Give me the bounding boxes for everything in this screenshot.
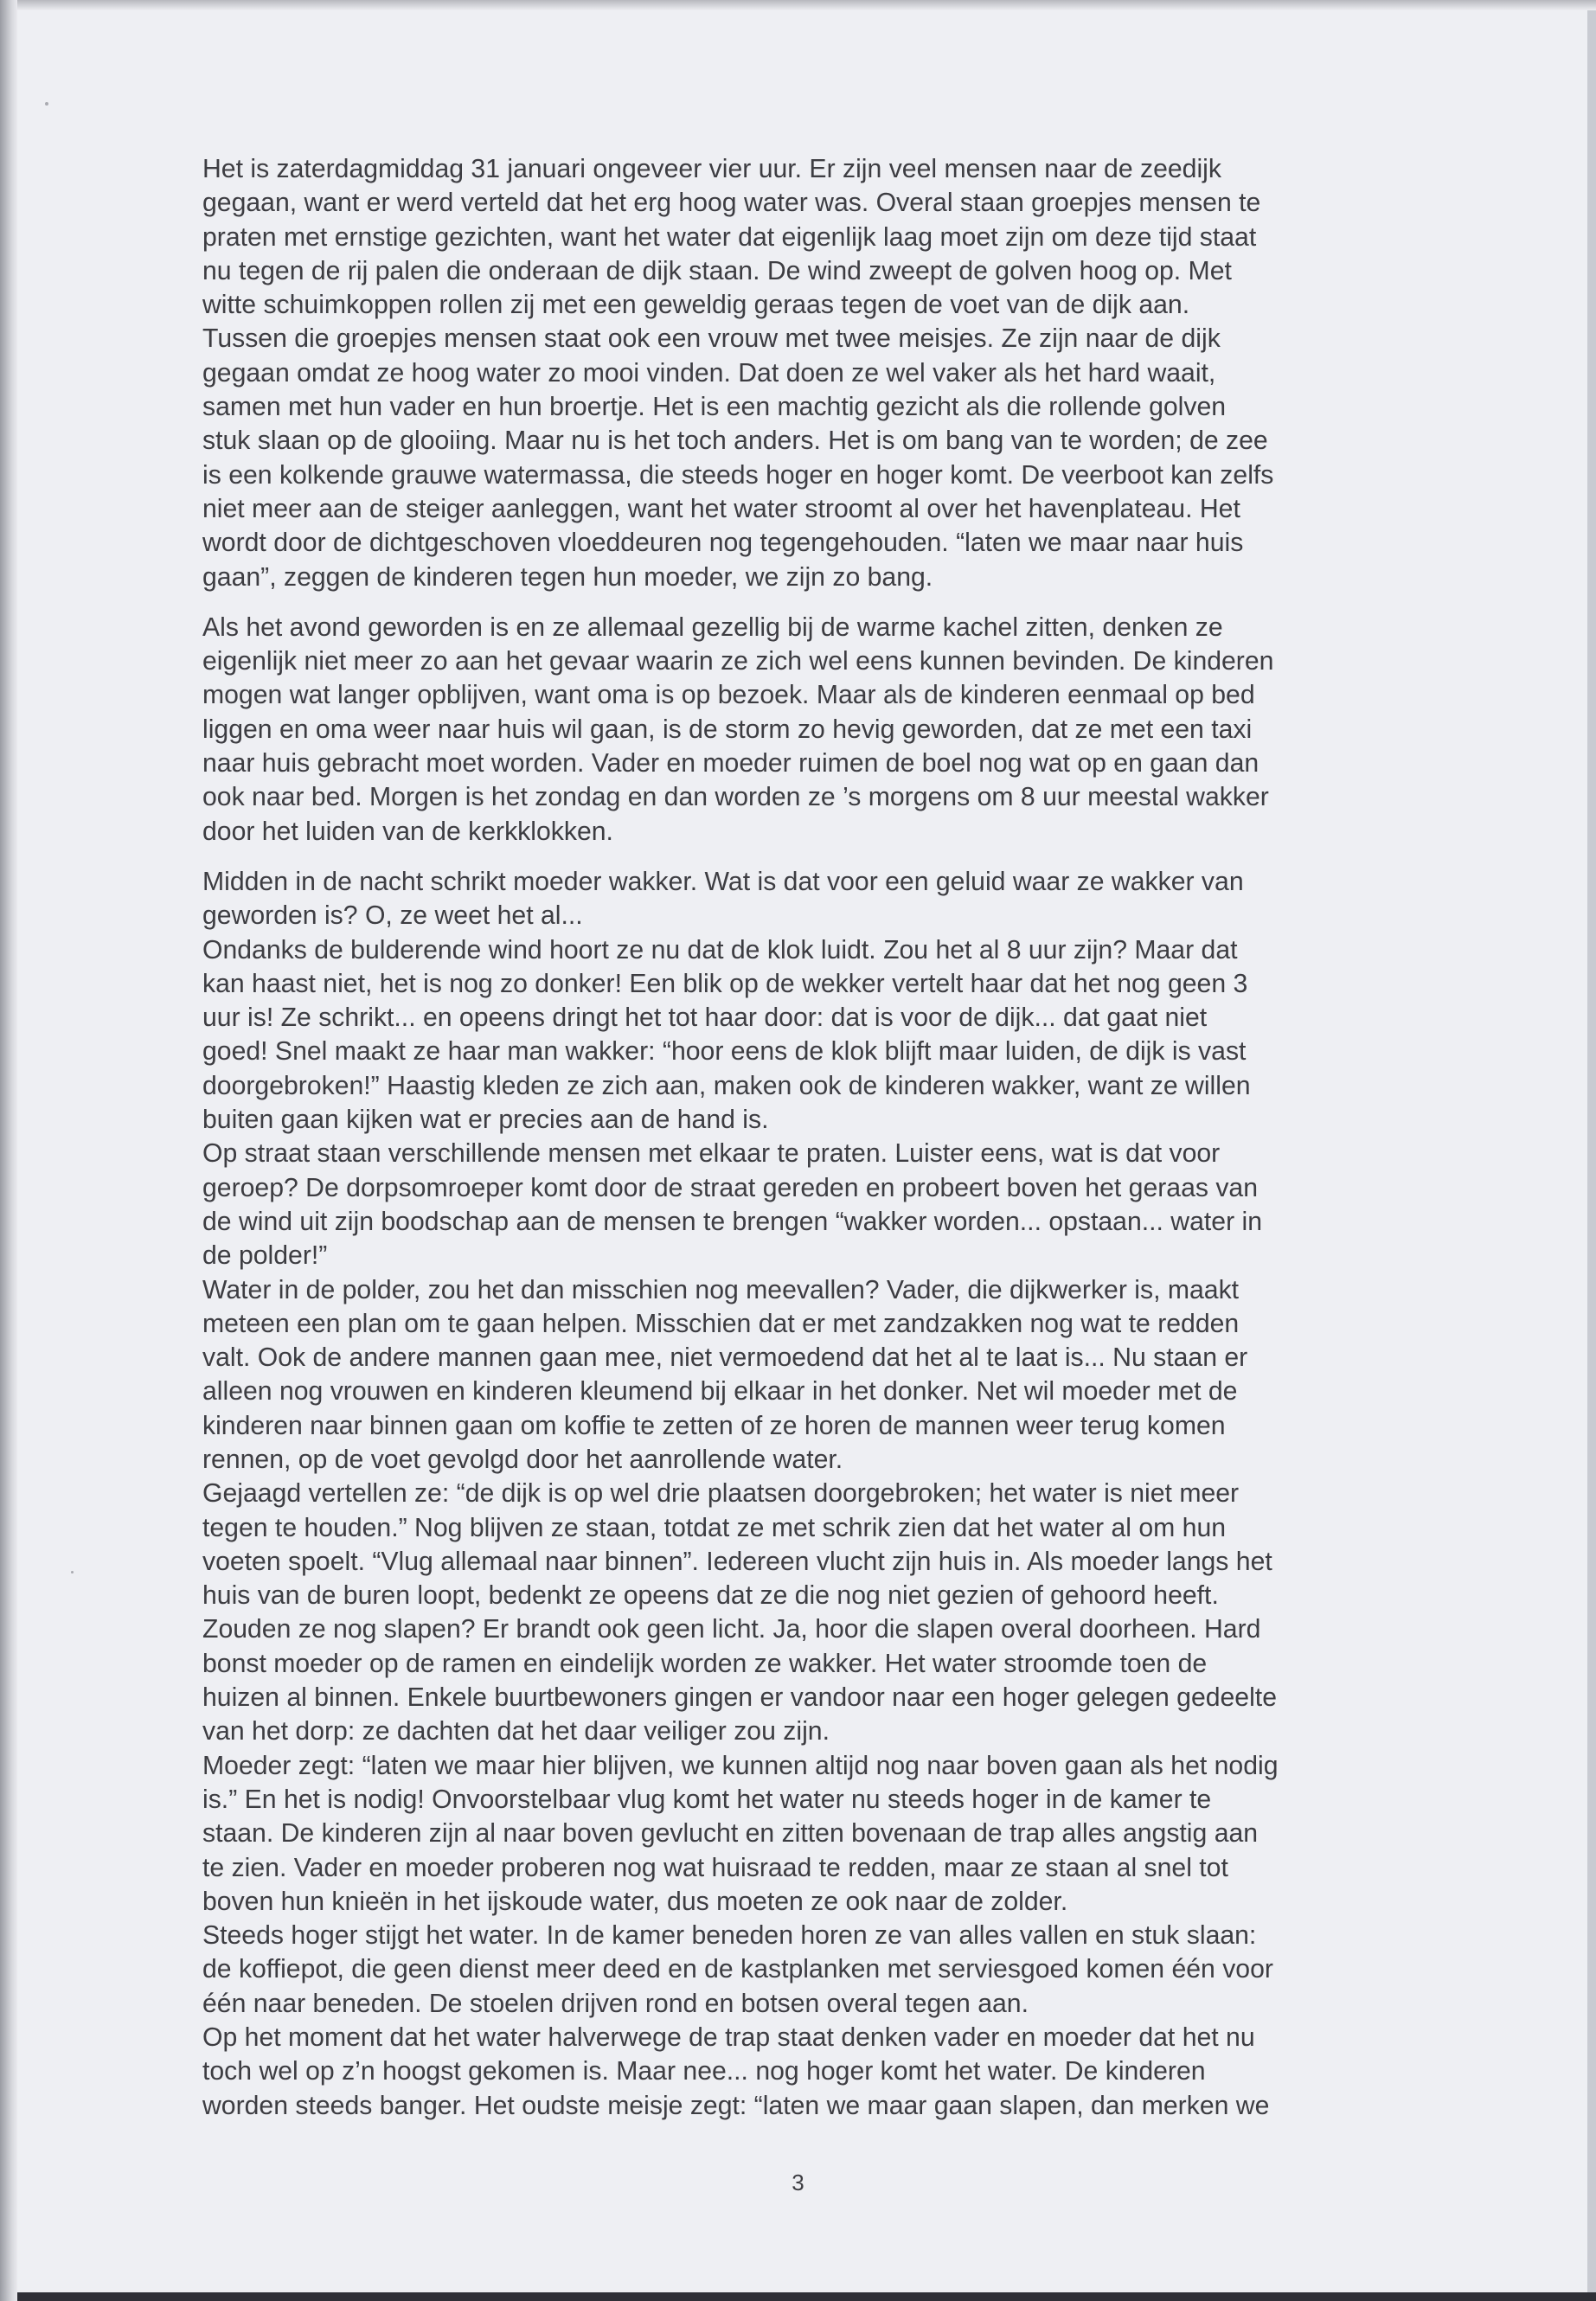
text-line: één naar beneden. De stoelen drijven rond en botsen overal tegen aan. (202, 1989, 1029, 2018)
scan-speck (45, 102, 48, 106)
text-line: samen met hun vader en hun broertje. Het is een machtig gezicht als die rollende golven (202, 393, 1227, 422)
text-line: praten met ernstige gezichten, want het water dat eigenlijk laag moet zijn om deze tijd staat (202, 222, 1257, 252)
text-line: door het luiden van de kerkklokken. (202, 817, 613, 846)
text-line: huizen al binnen. Enkele buurtbewoners gingen er vandoor naar een hoger gelegen gedeelte (202, 1683, 1277, 1713)
text-line: alleen nog vrouwen en kinderen kleumend bij elkaar in het donker. Net wil moeder met de (202, 1377, 1238, 1407)
text-line: buiten gaan kijken wat er precies aan de hand is. (202, 1106, 769, 1135)
text-line: Op straat staan verschillende mensen met elkaar te praten. Luister eens, wat is dat voor (202, 1139, 1221, 1169)
text-line: mogen wat langer opblijven, want oma is op bezoek. Maar als de kinderen eenmaal op bed (202, 681, 1255, 710)
text-line: goed! Snel maakt ze haar man wakker: “hoor eens de klok blijft maar luiden, de dijk is vast (202, 1037, 1247, 1067)
text-line: tegen te houden.” Nog blijven ze staan, totdat ze met schrik zien dat het water al om hun (202, 1513, 1227, 1542)
text-line: geworden is? O, ze weet het al... (202, 901, 583, 931)
text-line: staan. De kinderen zijn al naar boven gevlucht en zitten bovenaan de trap alles angstig aan (202, 1819, 1259, 1849)
text-line: huis van de buren loopt, bedenkt ze opeens dat ze die nog niet gezien of gehoord heeft. (202, 1581, 1219, 1611)
text-line: de wind uit zijn boodschap aan de mensen te brengen “wakker worden... opstaan... water in (202, 1207, 1263, 1236)
text-line: kan haast niet, het is nog zo donker! Een blik op de wekker vertelt haar dat het nog geen 3 (202, 969, 1248, 998)
text-line: bonst moeder op de ramen en eindelijk worden ze wakker. Het water stroomde toen de (202, 1649, 1208, 1678)
text-line: meteen een plan om te gaan helpen. Misschien dat er met zandzakken nog wat te redden (202, 1309, 1240, 1338)
page-number: 3 (792, 2170, 804, 2195)
text-line: rennen, op de voet gevolgd door het aanrollende water. (202, 1445, 843, 1474)
text-line: niet meer aan de steiger aanleggen, want het water stroomt al over het havenplateau. Het (202, 494, 1240, 523)
text-line: kinderen naar binnen gaan om koffie te zetten of ze horen de mannen weer terug komen (202, 1411, 1226, 1440)
scan-edge-top (17, 0, 1596, 10)
text-line: de polder!” (202, 1241, 328, 1271)
text-line: worden steeds banger. Het oudste meisje zegt: “laten we maar gaan slapen, dan merken we (202, 2091, 1270, 2120)
text-line: naar huis gebracht moet worden. Vader en moeder ruimen de boel nog wat op en gaan dan (202, 749, 1259, 779)
text-line: Zouden ze nog slapen? Er brandt ook geen licht. Ja, hoor die slapen overal doorheen. Hard (202, 1615, 1261, 1644)
text-line: gegaan omdat ze hoog water zo mooi vinden. Dat doen ze wel vaker als het hard waait, (202, 358, 1216, 388)
scan-edge-bottom (17, 2292, 1596, 2301)
text-line: Midden in de nacht schrikt moeder wakker. Wat is dat voor een geluid waar ze wakker van (202, 867, 1244, 896)
text-line: liggen en oma weer naar huis wil gaan, is de storm zo hevig geworden, dat ze met een taxi (202, 715, 1253, 744)
text-line: witte schuimkoppen rollen zij met een geweldig geraas tegen de voet van de dijk aan. (202, 291, 1190, 320)
text-line: Moeder zegt: “laten we maar hier blijven, we kunnen altijd nog naar boven gaan als het nodig (202, 1751, 1279, 1780)
text-line: te zien. Vader en moeder proberen nog wat huisraad te redden, maar ze staan al snel tot (202, 1853, 1228, 1882)
text-line: gaan”, zeggen de kinderen tegen hun moeder, we zijn zo bang. (202, 562, 933, 592)
text-line: stuk slaan op de glooiing. Maar nu is het toch anders. Het is om bang van te worden; de zee (202, 426, 1268, 456)
text-line: van het dorp: ze dachten dat het daar veiliger zou zijn. (202, 1717, 830, 1747)
paragraph (202, 152, 1431, 594)
text-line: Ondanks de bulderende wind hoort ze nu dat de klok luidt. Zou het al 8 uur zijn? Maar dat (202, 935, 1238, 965)
scan-speck (71, 1571, 74, 1574)
text-line: Steeds hoger stijgt het water. In de kamer beneden horen ze van alles vallen en stuk slaan: (202, 1921, 1257, 1951)
text-line: eigenlijk niet meer zo aan het gevaar waarin ze zich wel eens kunnen bevinden. De kinderen (202, 647, 1274, 676)
text-line: toch wel op z’n hoogst gekomen is. Maar nee... nog hoger komt het water. De kinderen (202, 2057, 1206, 2086)
paragraph (202, 611, 1431, 849)
text-line: de koffiepot, die geen dienst meer deed en de kastplanken met serviesgoed komen één voor (202, 1955, 1273, 1984)
text-line: uur is! Ze schrikt... en opeens dringt het tot haar door: dat is voor de dijk... dat gaat niet (202, 1003, 1208, 1033)
text-line: Het is zaterdagmiddag 31 januari ongeveer vier uur. Er zijn veel mensen naar de zeedijk (202, 155, 1221, 183)
body-text (202, 152, 1431, 2139)
text-line: wordt door de dichtgeschoven vloeddeuren nog tegengehouden. “laten we maar naar huis (202, 529, 1244, 558)
text-line: is.” En het is nodig! Onvoorstelbaar vlug komt het water nu steeds hoger in de kamer te (202, 1785, 1212, 1814)
text-line: Tussen die groepjes mensen staat ook een vrouw met twee meisjes. Ze zijn naar de dijk (202, 324, 1221, 354)
text-line: valt. Ook de andere mannen gaan mee, niet vermoedend dat het al te laat is... Nu staan er (202, 1343, 1248, 1373)
scan-edge-left (0, 0, 17, 2301)
paragraph (202, 865, 1431, 2123)
text-line: Als het avond geworden is en ze allemaal gezellig bij de warme kachel zitten, denken ze (202, 612, 1223, 642)
text-line: Op het moment dat het water halverwege de trap staat denken vader en moeder dat het nu (202, 2023, 1255, 2053)
text-line: boven hun knieën in het ijskoude water, dus moeten ze ook naar de zolder. (202, 1887, 1068, 1916)
text-line: voeten spoelt. “Vlug allemaal naar binnen”. Iedereen vlucht zijn huis in. Als moeder langs het (202, 1547, 1272, 1576)
text-line: nu tegen de rij palen die onderaan de dijk staan. De wind zweept de golven hoog op. Met (202, 256, 1232, 285)
text-line: Gejaagd vertellen ze: “de dijk is op wel drie plaatsen doorgebroken; het water is niet meer (202, 1479, 1240, 1509)
text-line: ook naar bed. Morgen is het zondag en dan worden ze ’s morgens om 8 uur meestal wakker (202, 783, 1269, 812)
text-line: Water in de polder, zou het dan misschien nog meevallen? Vader, die dijkwerker is, maakt (202, 1275, 1240, 1304)
text-line: is een kolkende grauwe watermassa, die steeds hoger en hoger komt. De veerboot kan zelfs (202, 460, 1274, 490)
text-line: geroep? De dorpsomroeper komt door de straat gereden en probeert boven het geraas van (202, 1173, 1259, 1202)
text-line: gegaan, want er werd verteld dat het erg hoog water was. Overal staan groepjes mensen te (202, 189, 1261, 218)
text-line: doorgebroken!” Haastig kleden ze zich aan, maken ook de kinderen wakker, want ze willen (202, 1071, 1251, 1100)
